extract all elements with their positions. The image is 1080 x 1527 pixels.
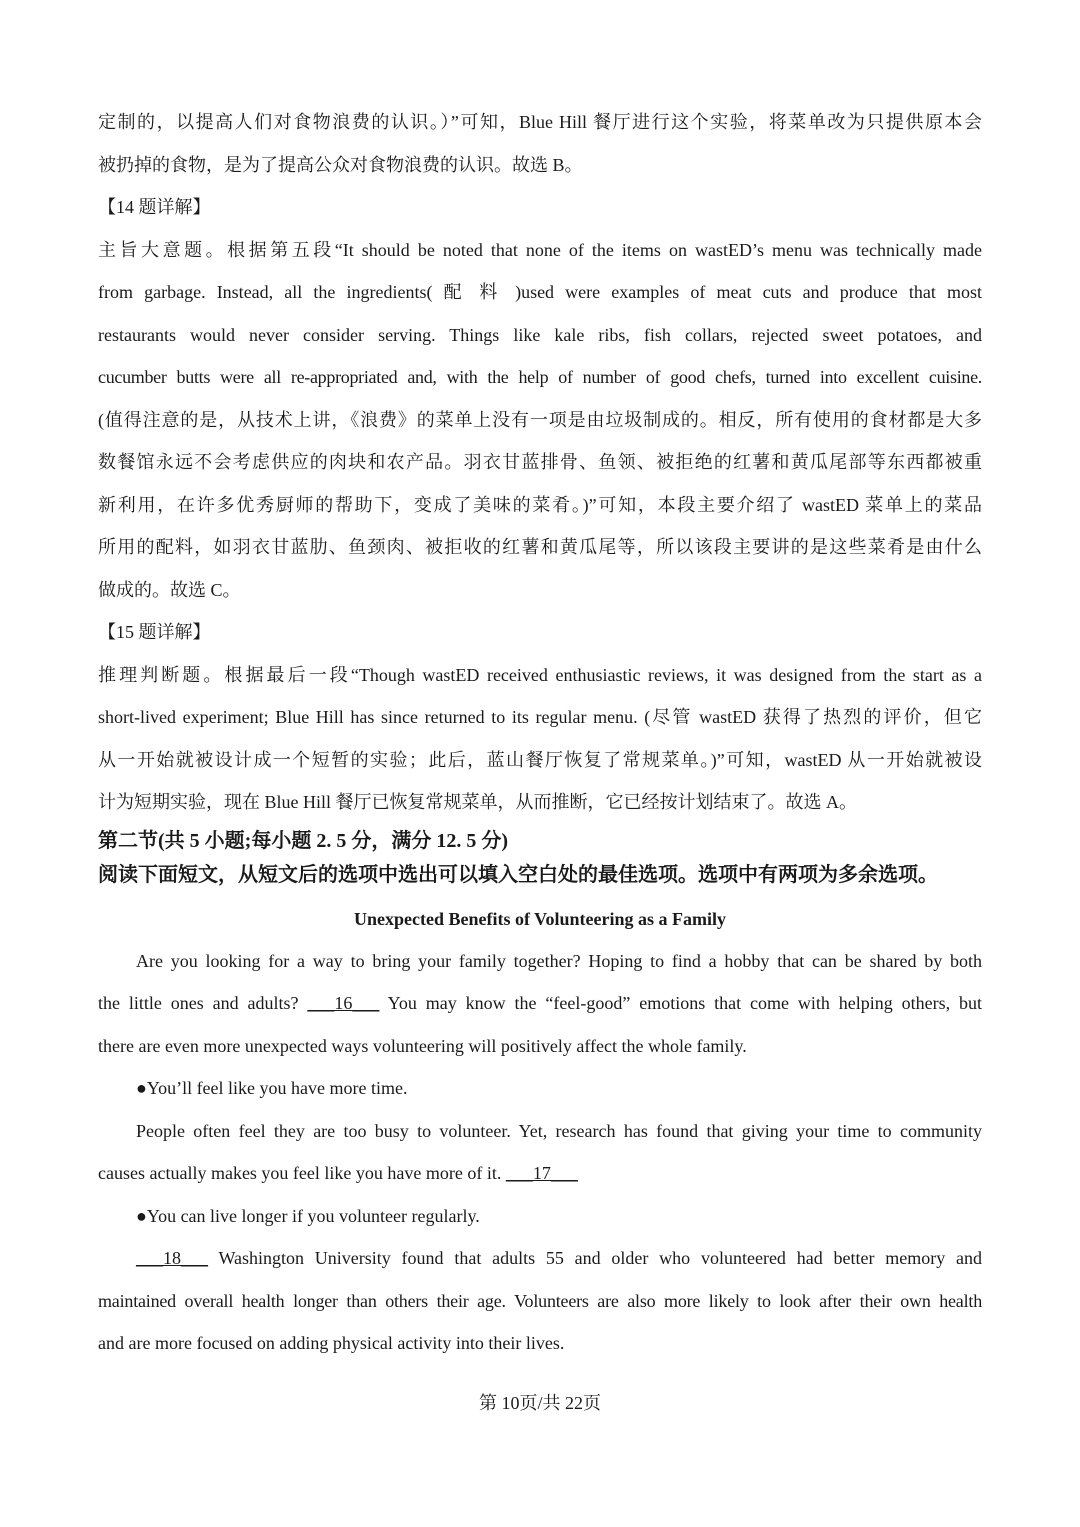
text-line: 主旨大意题。根据第五段“It should be noted that none of the items on wastED’s menu was technically made <box>98 239 982 260</box>
text-line <box>98 982 982 1025</box>
text-line: 从一开始就被设计成一个短暂的实验；此后，蓝山餐厅恢复了常规菜单。)”可知，wastED 从一开始就被设 <box>98 749 982 770</box>
q14-explanation <box>98 229 982 612</box>
text-line: short-lived experiment; Blue Hill has since returned to its regular menu. (尽管 wastED 获得了热烈的评价，但它 <box>98 707 982 727</box>
text-line: 计为短期实验，现在 Blue Hill 餐厅已恢复常规菜单，从而推断，它已经按计划结束了。故选 A。 <box>98 792 857 812</box>
passage-title: Unexpected Benefits of Volunteering as a Family <box>354 908 726 929</box>
text-line: 做成的。故选 C。 <box>98 579 241 600</box>
answer-blank-17: ___17___ <box>505 1163 578 1183</box>
text-line: Are you looking for a way to bring your family together? Hoping to find a hobby that can be shared by both <box>136 950 982 971</box>
section-2-instruction: 阅读下面短文，从短文后的选项中选出可以填入空白处的最佳选项。选项中有两项为多余选项。 <box>98 863 938 886</box>
text-line: and are more focused on adding physical activity into their lives. <box>98 1333 565 1353</box>
text-line: 所用的配料，如羽衣甘蓝肋、鱼颈肉、被拒收的红薯和黄瓜尾等，所以该段主要讲的是这些菜肴是由什么 <box>98 537 982 557</box>
text-line: (值得注意的是，从技术上讲，《浪费》的菜单上没有一项是由垃圾制成的。相反，所有使用的食材都是大多 <box>98 409 982 430</box>
answer-blank-18: ___18___ <box>136 1248 208 1268</box>
q14-heading: 【14 题详解】 <box>98 197 211 217</box>
text-line <box>98 1152 982 1195</box>
text-line: People often feel they are too busy to volunteer. Yet, research has found that giving your time to community <box>136 1120 982 1141</box>
page-footer: 第 10页/共 22页 <box>478 1393 601 1413</box>
section-2-heading: 第二节(共 5 小题;每小题 2. 5 分，满分 12. 5 分) <box>98 829 508 852</box>
text-line: 新利用，在许多优秀厨师的帮助下，变成了美味的菜肴。)”可知，本段主要介绍了 wastED 菜单上的菜品 <box>98 494 982 515</box>
passage-paragraph-2 <box>98 1110 982 1195</box>
text-segment: Washington University found that adults 55 and older who volunteered had better memory and <box>208 1248 982 1268</box>
text-segment: the little ones and adults? <box>98 993 308 1013</box>
text-segment: You may know the “feel-good” emotions that come with helping others, but <box>379 993 982 1013</box>
text-line: from garbage. Instead, all the ingredients( 配 料 )used were examples of meat cuts and produce that most <box>98 282 982 302</box>
q13-explanation-tail <box>98 101 982 186</box>
text-line: 被扔掉的食物，是为了提高公众对食物浪费的认识。故选 B。 <box>98 154 583 175</box>
bullet-heading: ●You can live longer if you volunteer regularly. <box>136 1205 480 1226</box>
text-line: 推理判断题。根据最后一段“Though wastED received enthusiastic reviews, it was designed from the start as a <box>98 664 982 685</box>
text-line: restaurants would never consider serving. Things like kale ribs, fish collars, rejected sweet potatoes, and <box>98 324 982 345</box>
text-line: maintained overall health longer than others their age. Volunteers are also more likely to look after their own health <box>98 1290 982 1311</box>
answer-blank-16: ___16___ <box>307 993 380 1013</box>
text-line <box>98 1237 982 1280</box>
text-line: there are even more unexpected ways volunteering will positively affect the whole family. <box>98 1035 747 1056</box>
text-line: cucumber butts were all re-appropriated and, with the help of number of good chefs, turned into excellent cuisine. <box>98 367 982 387</box>
passage-paragraph-3 <box>98 1237 982 1365</box>
document-page <box>98 101 982 1365</box>
bullet-heading: ●You’ll feel like you have more time. <box>136 1078 408 1098</box>
bullet-live-longer <box>98 1195 982 1238</box>
text-segment: causes actually makes you feel like you have more of it. <box>98 1163 506 1183</box>
passage-paragraph-1 <box>98 940 982 1068</box>
q15-heading: 【15 题详解】 <box>98 622 211 642</box>
text-line: 定制的，以提高人们对食物浪费的认识。）”可知，Blue Hill 餐厅进行这个实验，将菜单改为只提供原本会 <box>98 112 982 132</box>
text-line: 数餐馆永远不会考虑供应的肉块和农产品。羽衣甘蓝排骨、鱼领、被拒绝的红薯和黄瓜尾部等东西都被重 <box>98 452 982 472</box>
q15-explanation <box>98 654 982 824</box>
bullet-more-time <box>98 1067 982 1110</box>
